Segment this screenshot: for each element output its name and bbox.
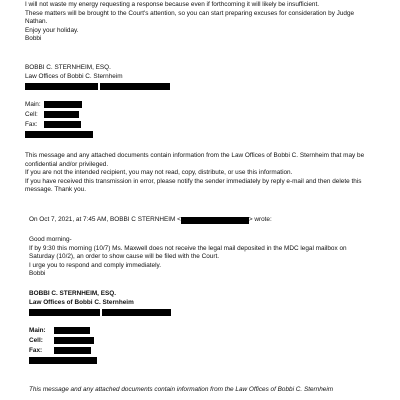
quoted-header-suffix: > wrote: (248, 216, 272, 223)
quoted-line-4: I urge you to respond and comply immediately. (29, 261, 162, 269)
fax-label-2: Fax: (29, 346, 43, 354)
fax-row (25, 120, 170, 130)
quoted-line-1: Good morning- (29, 236, 72, 243)
redacted-cell-phone-2 (54, 337, 94, 344)
signature2-name: BOBBI C. STERNHEIM, ESQ. (29, 290, 116, 297)
cell-label: Cell: (25, 110, 38, 118)
redacted-email-2 (29, 357, 97, 364)
disclaimer-line-3: If you are not the intended recipient, you may not read, copy, distribute, or use this information. (25, 169, 293, 177)
disclaimer-line-2: confidential and/or privileged. (25, 160, 109, 168)
quoted-line-3: Saturday (10/2), an order to show cause will be filed with the Court. (29, 253, 220, 261)
signature-block-1 (25, 64, 170, 139)
signature-block-2 (29, 290, 171, 365)
main-phone-row (25, 100, 170, 110)
reply-line-3: Nathan. (25, 18, 48, 26)
redacted-cell-phone (44, 111, 79, 118)
signature-name: BOBBI C. STERNHEIM, ESQ. (25, 64, 111, 71)
disclaimer-line-1: This message and any attached documents contain information from the Law Offices of Bobbi C. Sternheim that may be (25, 152, 365, 159)
redacted-main-phone-2 (54, 327, 90, 334)
signature2-firm: Law Offices of Bobbi C. Sternheim (29, 298, 134, 306)
reply-line-2: These matters will be brought to the Court's attention, so you can start preparing excuses for consideration by Judge (25, 9, 355, 17)
reply-line-5: Bobbi (25, 35, 42, 43)
reply-line-1: I will not waste my energy requesting a response because even if forthcoming it will likely be insufficient. (25, 1, 319, 8)
redacted-email (25, 131, 93, 138)
redacted-main-phone (44, 101, 82, 108)
quoted-line-2: If by 9:30 this morning (10/7) Ms. Maxwell does not receive the legal mail deposited in the MDC legal mailbox on (29, 244, 347, 252)
reply-body (25, 1, 354, 44)
redacted-address2-1 (29, 309, 100, 316)
main-label-2: Main: (29, 326, 46, 334)
disclaimer-line-5: message. Thank you. (25, 186, 86, 194)
confidentiality-disclaimer (25, 152, 364, 195)
quoted-header-prefix: On Oct 7, 2021, at 7:45 AM, BOBBI C STERNHEIM < (29, 216, 181, 223)
footer-disclaimer: This message and any attached documents contain information from the Law Offices of Bobbi C. Sternheim (29, 386, 334, 393)
redacted-fax-2 (54, 347, 91, 354)
quoted-body (29, 236, 347, 279)
redacted-address-2 (100, 83, 170, 90)
fax-label: Fax: (25, 120, 38, 128)
cell-label-2: Cell: (29, 336, 43, 344)
main-phone-row-2 (29, 326, 171, 336)
redacted-address2-2 (102, 309, 171, 316)
redacted-fax (44, 121, 81, 128)
cell-phone-row (25, 110, 170, 120)
signature-firm: Law Offices of Bobbi C. Sternheim (25, 72, 123, 80)
quoted-line-5: Bobbi (29, 270, 46, 278)
redacted-address-1 (25, 83, 98, 90)
quoted-header (29, 216, 272, 225)
main-label: Main: (25, 100, 41, 108)
disclaimer-line-4: If you have received this transmission in error, please notify the sender immediately by reply e-mail and then delete this (25, 177, 362, 185)
reply-line-4: Enjoy your holiday. (25, 26, 79, 34)
fax-row-2 (29, 346, 171, 356)
cell-phone-row-2 (29, 336, 171, 346)
redacted-sender-email (181, 217, 249, 224)
